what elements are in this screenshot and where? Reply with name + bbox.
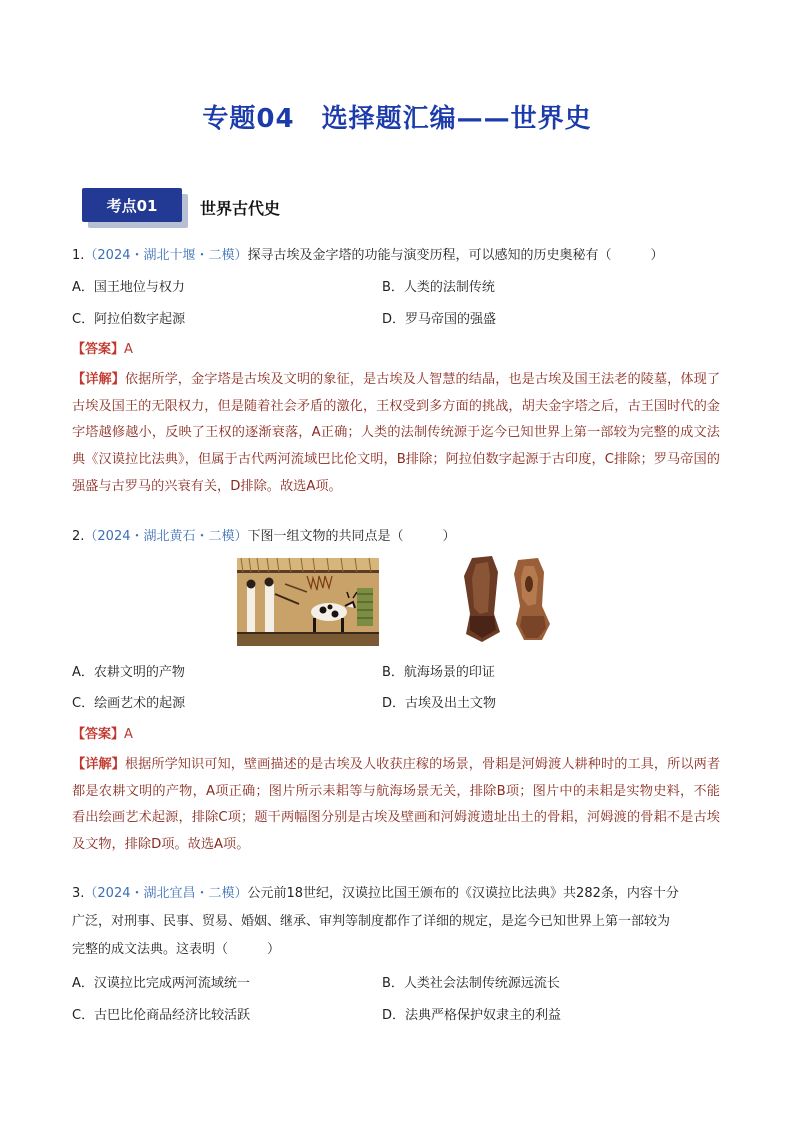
question-source: （2024・湖北宜昌・二模） [84, 886, 248, 901]
section-name: 世界古代史 [200, 199, 281, 218]
question-number: 2. [72, 529, 85, 544]
section-header [82, 186, 402, 236]
option-c: C．古巴比伦商品经济比较活跃 [72, 1008, 251, 1023]
option-c: C．绘画艺术的起源 [72, 696, 186, 711]
answer-value: A [124, 342, 133, 357]
detail-label: 【详解】 [72, 372, 125, 387]
option-d: D．法典严格保护奴隶主的利益 [382, 1008, 562, 1023]
option-d: D．古埃及出土文物 [382, 696, 497, 711]
question-number: 3. [72, 886, 85, 901]
question-text: 探寻古埃及金字塔的功能与演变历程，可以感知的历史奥秘有（ ） [247, 248, 664, 263]
option-a: A．农耕文明的产物 [72, 665, 185, 680]
option-a: A．国王地位与权力 [72, 280, 185, 295]
option-b: B．航海场景的印证 [382, 665, 495, 680]
egyptian-mural-image [237, 558, 379, 646]
question-stem [72, 246, 664, 266]
answer-label: 【答案】 [72, 727, 125, 742]
bone-si-artifact-image [458, 554, 566, 646]
answer-line [72, 340, 133, 360]
detail-text: 根据所学知识可知，壁画描述的是古埃及人收获庄稼的场景，骨耜是河姆渡人耕种时的工具，所以两者都是农耕文明的产物，A项正确；图片所示耒耜等与航海场景无关，排除B项；图片中的耒耜是实物史料，不能看出绘画艺术起源，排除C项；题干两幅图分别是古埃及壁画和河姆渡遗址出土的骨耜，河姆渡的骨耜不是古埃及文物，排除D项。故选A项。 [72, 757, 721, 853]
question-text: 下图一组文物的共同点是（ ） [247, 529, 456, 544]
answer-label: 【答案】 [72, 342, 125, 357]
question-stem [72, 884, 679, 904]
question-text-line: 广泛，对刑事、民事、贸易、婚姻、继承、审判等制度都作了详细的规定，是迄今已知世界上第一部较为 [72, 914, 671, 929]
option-b: B．人类的法制传统 [382, 280, 495, 295]
option-a: A．汉谟拉比完成两河流域统一 [72, 976, 250, 991]
question-stem [72, 527, 456, 547]
option-d: D．罗马帝国的强盛 [382, 312, 497, 327]
page-title: 专题04 选择题汇编——世界史 [202, 104, 592, 134]
question-text: 公元前18世纪，汉谟拉比国王颁布的《汉谟拉比法典》共282条，内容十分 [247, 886, 679, 901]
detail-label: 【详解】 [72, 757, 125, 772]
answer-line [72, 725, 133, 745]
answer-detail [72, 752, 720, 859]
section-badge: 考点01 [82, 188, 182, 222]
question-source: （2024・湖北黄石・二模） [84, 529, 248, 544]
answer-detail [72, 367, 720, 501]
detail-text: 依据所学，金字塔是古埃及文明的象征，是古埃及人智慧的结晶，也是古埃及国王法老的陵墓，体现了古埃及国王的无限权力，但是随着社会矛盾的激化，王权受到多方面的挑战，胡夫金字塔之后，古王国时代的金字塔越修越小，反映了王权的逐渐衰落，A正确；人类的法制传统源于迄今已知世界上第一部较为完整的成文法典《汉谟拉比法典》，但属于古代两河流域巴比伦文明，B排除；阿拉伯数字起源于古印度，C排除；罗马帝国的强盛与古罗马的兴衰有关，D排除。故选A项。 [72, 372, 721, 494]
question-text-line: 完整的成文法典。这表明（ ） [72, 942, 281, 957]
question-number: 1. [72, 248, 85, 263]
option-c: C．阿拉伯数字起源 [72, 312, 186, 327]
question-source: （2024・湖北十堰・二模） [84, 248, 248, 263]
option-b: B．人类社会法制传统源远流长 [382, 976, 560, 991]
answer-value: A [124, 727, 133, 742]
